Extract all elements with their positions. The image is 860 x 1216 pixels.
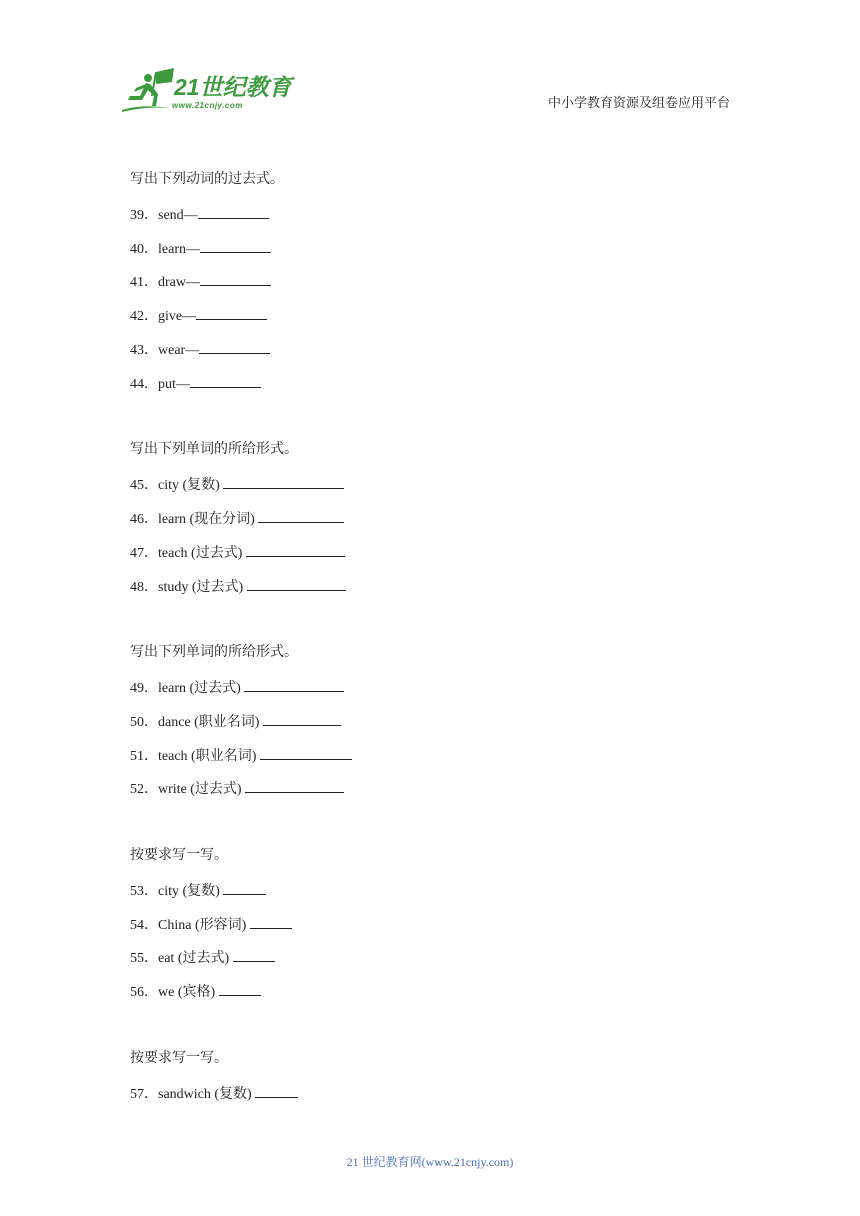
question-text: send—	[158, 207, 198, 223]
site-name: 中小学教育资源及组卷应用平台	[547, 95, 730, 110]
logo-text: 21世纪教育	[174, 74, 292, 100]
question-number: 55．	[130, 951, 158, 967]
section-title: 写出下列单词的所给形式。	[130, 645, 298, 661]
exercise-section	[130, 846, 750, 1001]
section-spacer	[130, 1015, 750, 1049]
question-text: learn—	[158, 241, 200, 257]
question-text: eat (过去式)	[158, 951, 233, 967]
question-text: learn (现在分词)	[158, 511, 259, 527]
answer-blank[interactable]	[247, 576, 346, 591]
question-number: 48．	[130, 579, 158, 595]
question-text: teach (职业名词)	[158, 748, 260, 764]
question-item	[130, 1083, 750, 1103]
question-number: 45．	[130, 478, 158, 494]
question-item	[130, 508, 750, 528]
question-number: 50．	[130, 714, 158, 730]
question-number: 40．	[130, 241, 158, 257]
question-item	[130, 914, 750, 934]
question-text: study (过去式)	[158, 579, 247, 595]
logo-url: www.21cnjy.com	[172, 101, 243, 110]
question-item	[130, 474, 750, 494]
question-text: draw—	[158, 275, 200, 291]
worksheet-content	[130, 170, 750, 1116]
question-text: sandwich (复数)	[158, 1086, 256, 1102]
question-number: 42．	[130, 309, 158, 325]
answer-blank[interactable]	[223, 880, 266, 895]
question-item	[130, 305, 750, 325]
answer-blank[interactable]	[198, 204, 269, 219]
answer-blank[interactable]	[260, 745, 352, 760]
question-number: 49．	[130, 680, 158, 696]
question-number: 53．	[130, 883, 158, 899]
question-text: China (形容词)	[158, 917, 250, 933]
answer-blank[interactable]	[223, 474, 344, 489]
answer-blank[interactable]	[250, 914, 293, 929]
question-item	[130, 778, 750, 798]
answer-blank[interactable]	[245, 778, 344, 793]
answer-blank[interactable]	[190, 373, 261, 388]
question-number: 54．	[130, 917, 158, 933]
question-number: 52．	[130, 782, 158, 798]
question-text: write (过去式)	[158, 782, 246, 798]
exercise-section	[130, 170, 750, 393]
question-number: 57．	[130, 1086, 158, 1102]
question-item	[130, 204, 750, 224]
section-spacer	[130, 812, 750, 846]
question-text: wear—	[158, 342, 200, 358]
question-item	[130, 745, 750, 765]
answer-blank[interactable]	[219, 981, 262, 996]
answer-blank[interactable]	[200, 271, 271, 286]
question-number: 44．	[130, 376, 158, 392]
exercise-section	[130, 643, 750, 798]
question-text: dance (职业名词)	[158, 714, 263, 730]
question-item	[130, 677, 750, 697]
runner-logo-icon	[122, 66, 182, 118]
answer-blank[interactable]	[199, 339, 270, 354]
question-text: city (复数)	[158, 478, 224, 494]
question-number: 41．	[130, 275, 158, 291]
answer-blank[interactable]	[244, 677, 343, 692]
answer-blank[interactable]	[258, 508, 343, 523]
question-item	[130, 373, 750, 393]
question-item	[130, 238, 750, 258]
question-number: 43．	[130, 342, 158, 358]
question-text: give—	[158, 309, 197, 325]
section-title: 写出下列动词的过去式。	[130, 172, 284, 187]
question-item	[130, 711, 750, 731]
section-spacer	[130, 609, 750, 643]
answer-blank[interactable]	[255, 1083, 298, 1098]
section-title: 写出下列单词的所给形式。	[130, 442, 298, 458]
site-logo[interactable]	[122, 66, 292, 118]
question-item	[130, 947, 750, 967]
section-title: 按要求写一写。	[130, 847, 228, 863]
question-text: we (宾格)	[158, 985, 219, 1001]
answer-blank[interactable]	[200, 238, 271, 253]
question-text: learn (过去式)	[158, 680, 245, 696]
exercise-section	[130, 440, 750, 595]
question-number: 56．	[130, 985, 158, 1001]
question-item	[130, 339, 750, 359]
exercise-section	[130, 1049, 750, 1103]
page-footer[interactable]: 21 世纪教育网(www.21cnjy.com)	[346, 1155, 514, 1169]
page-header	[0, 0, 860, 130]
question-text: teach (过去式)	[158, 545, 246, 561]
answer-blank[interactable]	[233, 947, 276, 962]
question-item	[130, 981, 750, 1001]
question-item	[130, 880, 750, 900]
answer-blank[interactable]	[263, 711, 341, 726]
answer-blank[interactable]	[246, 542, 345, 557]
section-title: 按要求写一写。	[130, 1050, 228, 1066]
question-number: 39．	[130, 207, 158, 223]
question-item	[130, 576, 750, 596]
section-spacer	[130, 407, 750, 441]
question-text: city (复数)	[158, 883, 224, 899]
question-number: 46．	[130, 511, 158, 527]
question-number: 51．	[130, 748, 158, 764]
question-item	[130, 542, 750, 562]
question-item	[130, 271, 750, 291]
question-text: put—	[158, 376, 190, 392]
question-number: 47．	[130, 545, 158, 561]
answer-blank[interactable]	[196, 305, 267, 320]
